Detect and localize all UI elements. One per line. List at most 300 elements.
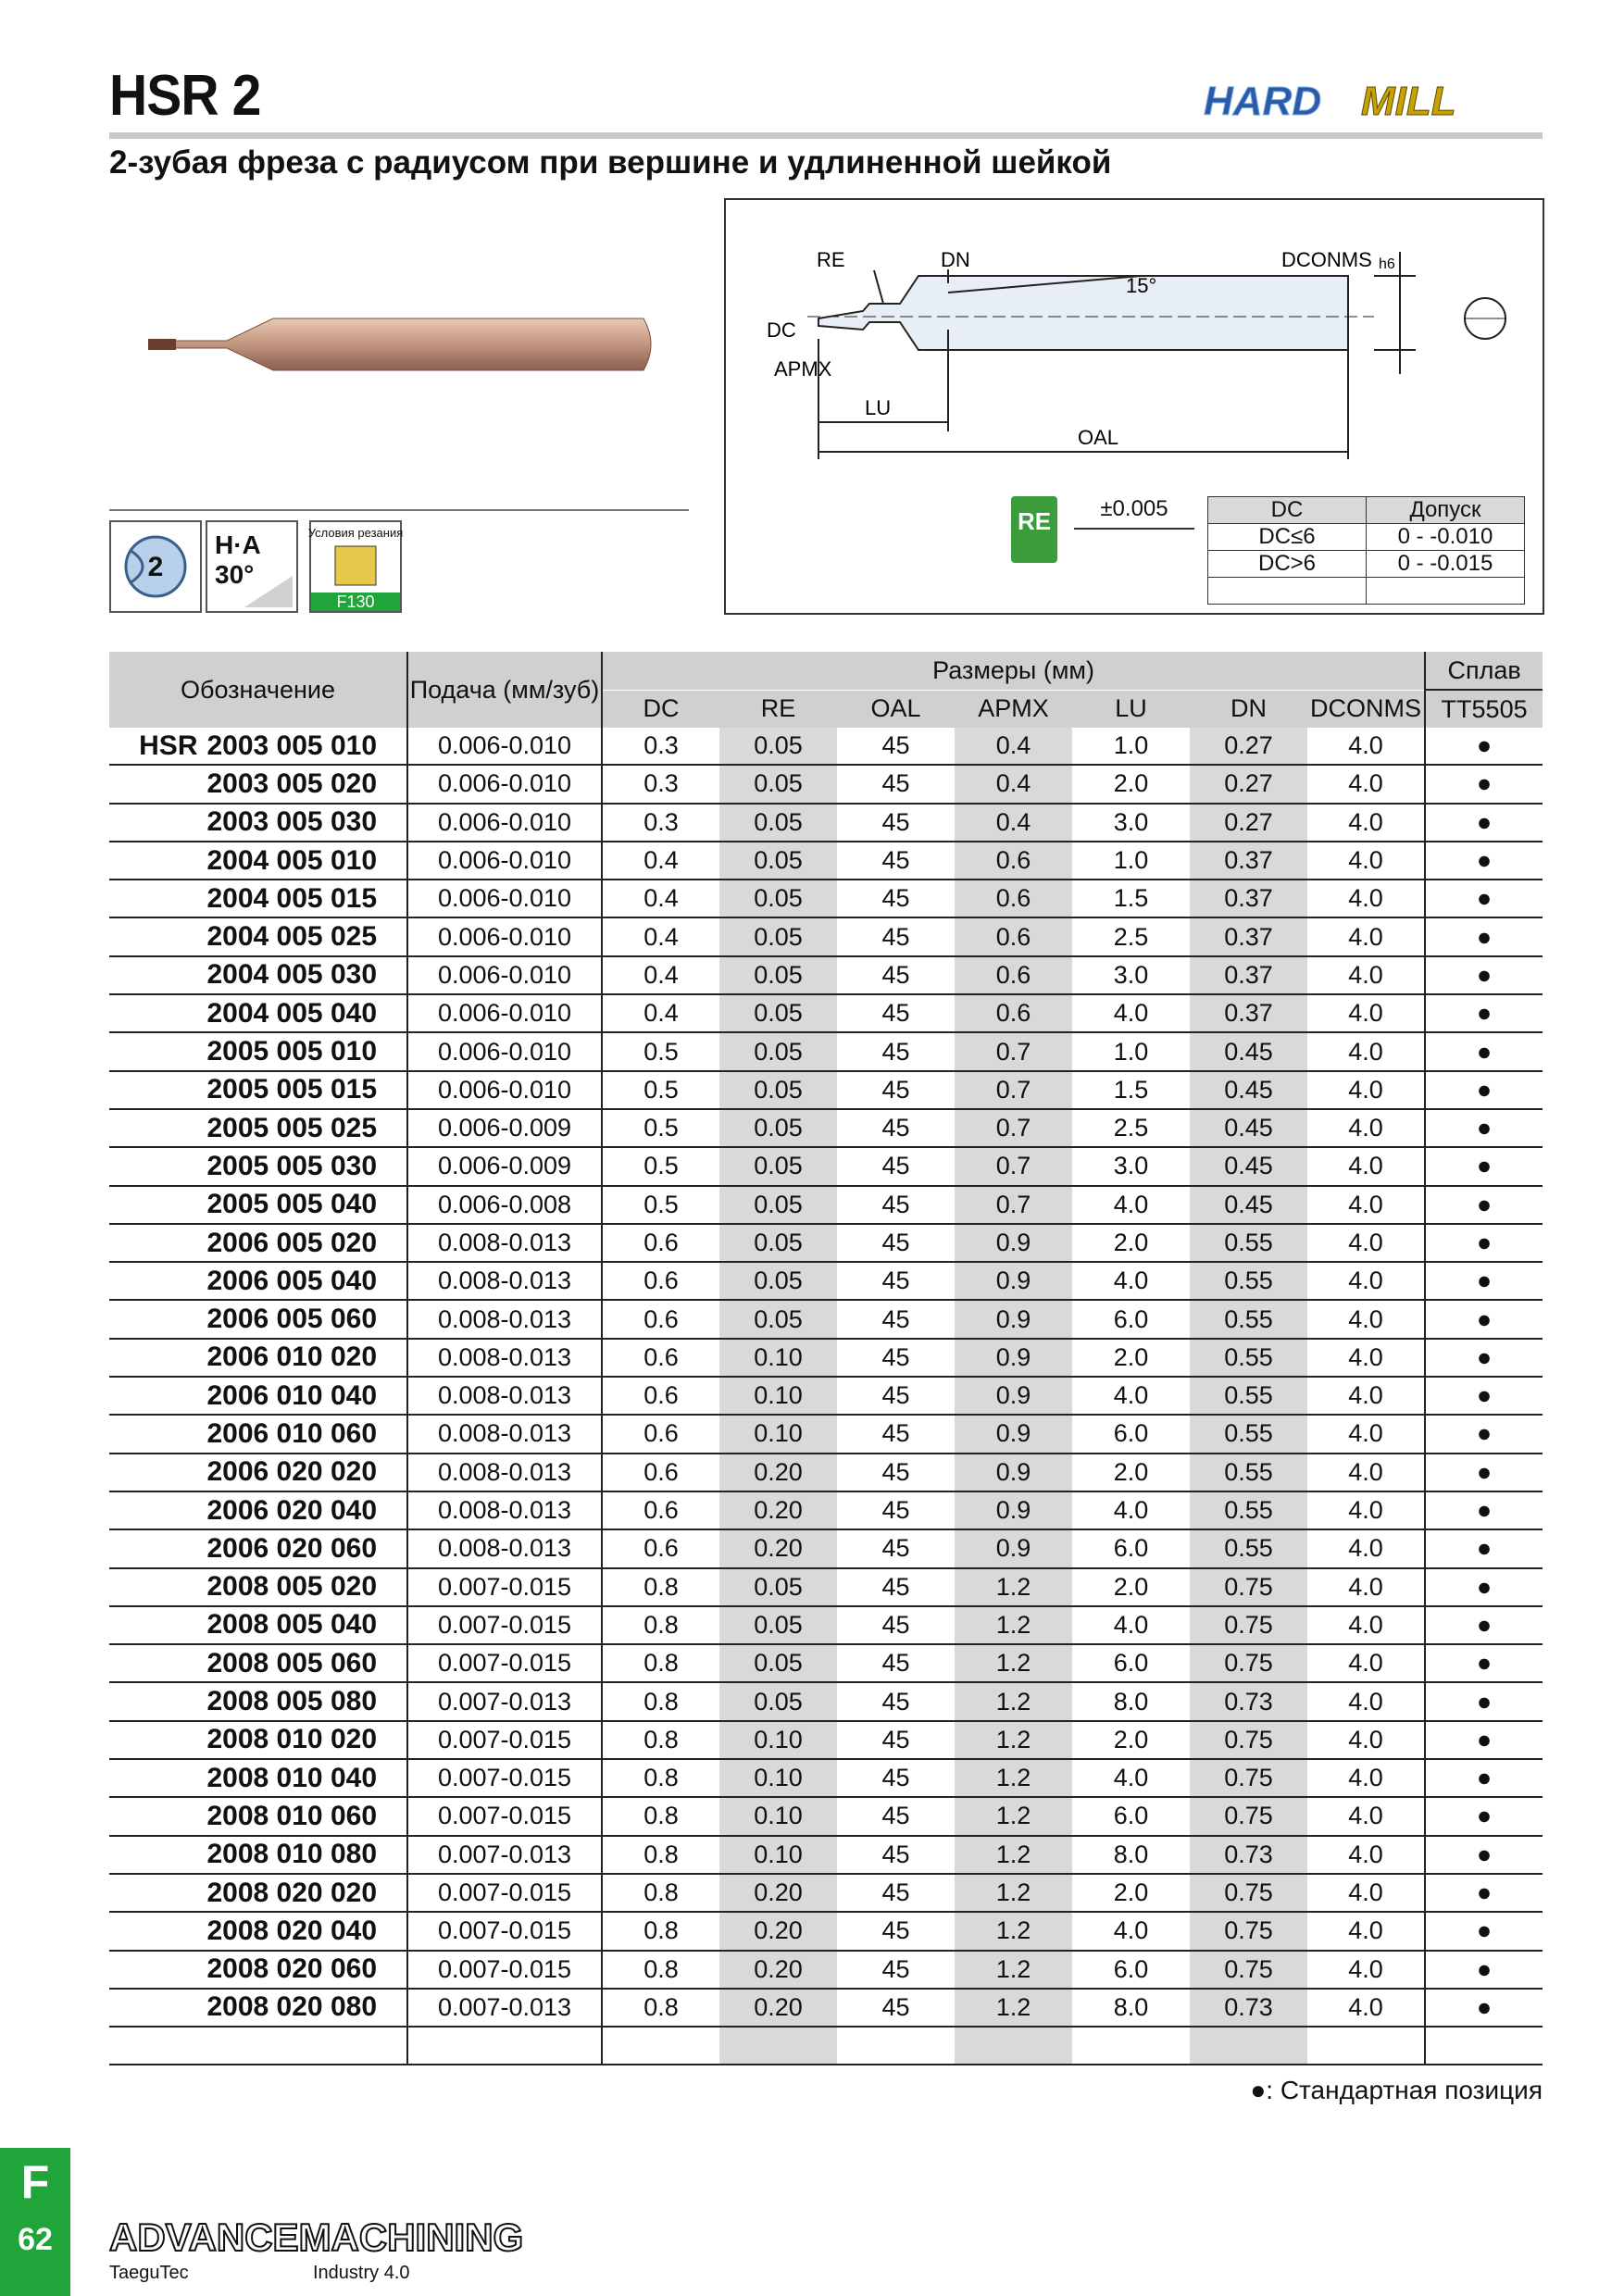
cell-grade: ●: [1425, 1262, 1543, 1300]
cell-dn: 0.75: [1190, 1606, 1307, 1644]
cell-oal: 45: [837, 1568, 955, 1606]
cell-dc: 0.6: [602, 1529, 719, 1567]
table-row: [109, 1339, 1543, 1377]
cutting-conditions-badge[interactable]: [309, 520, 402, 613]
cell-dconms: 4.0: [1307, 1109, 1425, 1147]
cell-lu: 2.0: [1072, 1568, 1190, 1606]
cell-dconms: 4.0: [1307, 1606, 1425, 1644]
table-row: [109, 1529, 1543, 1567]
label-oal: OAL: [1078, 426, 1119, 449]
cell-apmx: 1.2: [955, 1836, 1072, 1874]
table-row-empty: [109, 2027, 1543, 2065]
cell-oal: 45: [837, 1529, 955, 1567]
cell-apmx: 0.6: [955, 880, 1072, 917]
cell-feed: 0.007-0.013: [407, 1836, 602, 1874]
cell-designation: 2006 020 060: [109, 1529, 407, 1567]
product-table: [109, 652, 1543, 2065]
cell-grade: ●: [1425, 880, 1543, 917]
cell-designation: 2006 010 020: [109, 1339, 407, 1377]
cell-oal: 45: [837, 1377, 955, 1415]
cell-dn: 0.37: [1190, 880, 1307, 917]
cell-feed: 0.006-0.010: [407, 842, 602, 880]
cell-dconms: 4.0: [1307, 1759, 1425, 1797]
cell-dconms: 4.0: [1307, 1874, 1425, 1912]
cell-dconms: 4.0: [1307, 1721, 1425, 1759]
table-row: [109, 880, 1543, 917]
cell-lu: 1.5: [1072, 880, 1190, 917]
cell-re: 0.05: [719, 804, 837, 842]
cell-designation: 2003 005 030: [109, 804, 407, 842]
cell-feed: 0.008-0.013: [407, 1339, 602, 1377]
cell-grade: ●: [1425, 842, 1543, 880]
cell-dc: 0.5: [602, 1186, 719, 1224]
cell-lu: 2.0: [1072, 1874, 1190, 1912]
cell-apmx: 0.6: [955, 917, 1072, 955]
cell-dconms: 4.0: [1307, 842, 1425, 880]
tol-cell: 0 - -0.010: [1367, 524, 1525, 551]
cell-dc: 0.4: [602, 880, 719, 917]
cell-designation: 2004 005 040: [109, 994, 407, 1032]
cell-lu: 1.5: [1072, 1071, 1190, 1109]
cell-dc: 0.6: [602, 1300, 719, 1338]
cell-re: 0.05: [719, 1071, 837, 1109]
cell-lu: 1.0: [1072, 1032, 1190, 1070]
cell-apmx: 0.6: [955, 994, 1072, 1032]
cell-dn: 0.75: [1190, 1912, 1307, 1950]
header-feed: Подача (мм/зуб): [407, 652, 602, 728]
cell-apmx: 1.2: [955, 1989, 1072, 2027]
cell-dc: 0.8: [602, 1644, 719, 1682]
cell-re: 0.05: [719, 1224, 837, 1262]
cell-apmx: 0.7: [955, 1109, 1072, 1147]
tool-photo: [144, 307, 662, 381]
header-col-re: RE: [719, 690, 837, 728]
cell-dn: 0.75: [1190, 1797, 1307, 1835]
cell-dn: 0.45: [1190, 1109, 1307, 1147]
cell-designation: 2008 020 080: [109, 1989, 407, 2027]
cell-designation: 2008 010 040: [109, 1759, 407, 1797]
cell-grade: ●: [1425, 994, 1543, 1032]
cell-dc: 0.8: [602, 1912, 719, 1950]
table-row: [109, 1568, 1543, 1606]
cell-re: 0.10: [719, 1415, 837, 1453]
cell-designation: 2005 005 015: [109, 1071, 407, 1109]
cell-feed: 0.007-0.015: [407, 1874, 602, 1912]
cell-grade: ●: [1425, 1147, 1543, 1185]
cell-re: 0.05: [719, 1568, 837, 1606]
cell-re: 0.05: [719, 765, 837, 803]
cell-dn: 0.73: [1190, 1836, 1307, 1874]
cell-apmx: 0.7: [955, 1032, 1072, 1070]
cell-designation: 2006 010 040: [109, 1377, 407, 1415]
table-row: [109, 1109, 1543, 1147]
svg-text:ADVANCEMACHINING: ADVANCEMACHINING: [109, 2215, 524, 2259]
flutes-count: 2: [147, 552, 164, 582]
cell-grade: ●: [1425, 1951, 1543, 1989]
tolerance-table: [1207, 496, 1525, 605]
cell-dn: 0.55: [1190, 1224, 1307, 1262]
cell-designation: 2006 005 020: [109, 1224, 407, 1262]
cell-lu: 2.0: [1072, 1339, 1190, 1377]
cell-lu: 4.0: [1072, 1262, 1190, 1300]
cell-lu: 4.0: [1072, 1186, 1190, 1224]
cell-re: 0.05: [719, 1109, 837, 1147]
cell-lu: 2.0: [1072, 1721, 1190, 1759]
cell-designation: 2006 005 060: [109, 1300, 407, 1338]
cell-apmx: 1.2: [955, 1568, 1072, 1606]
cell-dn: 0.75: [1190, 1951, 1307, 1989]
cell-lu: 8.0: [1072, 1836, 1190, 1874]
cell-grade: ●: [1425, 1797, 1543, 1835]
cell-dconms: 4.0: [1307, 1339, 1425, 1377]
cell-dc: 0.8: [602, 1797, 719, 1835]
cell-re: 0.05: [719, 917, 837, 955]
label-re: RE: [817, 248, 845, 271]
cell-feed: 0.006-0.010: [407, 994, 602, 1032]
cell-re: 0.05: [719, 994, 837, 1032]
cell-grade: ●: [1425, 728, 1543, 765]
cell-feed: 0.007-0.015: [407, 1644, 602, 1682]
cell-dconms: 4.0: [1307, 1951, 1425, 1989]
cell-lu: 1.0: [1072, 728, 1190, 765]
cell-dconms: 4.0: [1307, 1989, 1425, 2027]
cell-apmx: 1.2: [955, 1606, 1072, 1644]
cell-dc: 0.8: [602, 1874, 719, 1912]
cell-dconms: 4.0: [1307, 1529, 1425, 1567]
cell-grade: ●: [1425, 1224, 1543, 1262]
label-apmx: APMX: [774, 357, 832, 381]
cell-oal: 45: [837, 1300, 955, 1338]
cell-dc: 0.6: [602, 1415, 719, 1453]
cell-lu: 3.0: [1072, 1147, 1190, 1185]
cell-dc: 0.5: [602, 1032, 719, 1070]
cell-designation: 2004 005 030: [109, 956, 407, 994]
cell-grade: ●: [1425, 1300, 1543, 1338]
cell-dc: 0.8: [602, 1951, 719, 1989]
cell-dc: 0.5: [602, 1109, 719, 1147]
cell-oal: 45: [837, 1415, 955, 1453]
cell-feed: 0.007-0.013: [407, 1989, 602, 2027]
cell-lu: 8.0: [1072, 1682, 1190, 1720]
table-row: [109, 1300, 1543, 1338]
cell-apmx: 1.2: [955, 1912, 1072, 1950]
table-row: [109, 1682, 1543, 1720]
cell-dconms: 4.0: [1307, 1032, 1425, 1070]
cell-dc: 0.6: [602, 1339, 719, 1377]
cell-designation: 2006 005 040: [109, 1262, 407, 1300]
helix-value: 30°: [215, 560, 255, 589]
cell-dn: 0.27: [1190, 765, 1307, 803]
tol-cell: 0 - -0.015: [1367, 551, 1525, 578]
label-angle: 15°: [1126, 274, 1157, 297]
cell-lu: 1.0: [1072, 842, 1190, 880]
cell-apmx: 0.6: [955, 842, 1072, 880]
table-row: [109, 1644, 1543, 1682]
cell-grade: ●: [1425, 1682, 1543, 1720]
cell-feed: 0.008-0.013: [407, 1377, 602, 1415]
cell-re: 0.10: [719, 1721, 837, 1759]
cell-designation: 2008 010 020: [109, 1721, 407, 1759]
cell-oal: 45: [837, 1147, 955, 1185]
cell-dn: 0.55: [1190, 1262, 1307, 1300]
cell-feed: 0.006-0.010: [407, 917, 602, 955]
cell-oal: 45: [837, 1874, 955, 1912]
cell-oal: 45: [837, 1797, 955, 1835]
table-row: [109, 1032, 1543, 1070]
cell-oal: 45: [837, 1836, 955, 1874]
tol-header-dc: DC: [1208, 497, 1367, 524]
cell-dconms: 4.0: [1307, 956, 1425, 994]
cell-designation: 2008 020 040: [109, 1912, 407, 1950]
svg-text:MILL: MILL: [1361, 79, 1456, 124]
designation-prefix: HSR: [139, 730, 198, 761]
table-row: [109, 1186, 1543, 1224]
cell-lu: 4.0: [1072, 1377, 1190, 1415]
cell-re: 0.05: [719, 1032, 837, 1070]
cell-grade: ●: [1425, 1989, 1543, 2027]
re-badge: RE: [1011, 496, 1057, 563]
cell-dconms: 4.0: [1307, 1912, 1425, 1950]
cell-designation: 2005 005 030: [109, 1147, 407, 1185]
cell-grade: ●: [1425, 917, 1543, 955]
section-divider: [109, 509, 689, 511]
cell-apmx: 0.7: [955, 1071, 1072, 1109]
cell-designation: 2004 005 025: [109, 917, 407, 955]
header-grade-code: TT5505: [1425, 690, 1543, 728]
cell-oal: 45: [837, 728, 955, 765]
cell-feed: 0.006-0.010: [407, 880, 602, 917]
cell-dconms: 4.0: [1307, 1300, 1425, 1338]
product-rows: [109, 728, 1543, 2065]
cell-apmx: 0.4: [955, 804, 1072, 842]
cell-oal: 45: [837, 1682, 955, 1720]
label-dn: DN: [941, 248, 970, 271]
cell-lu: 2.5: [1072, 917, 1190, 955]
cell-feed: 0.007-0.015: [407, 1606, 602, 1644]
table-row: [109, 1797, 1543, 1835]
cell-re: 0.10: [719, 1339, 837, 1377]
cell-dn: 0.55: [1190, 1377, 1307, 1415]
cell-lu: 3.0: [1072, 804, 1190, 842]
cell-dc: 0.8: [602, 1606, 719, 1644]
table-row: [109, 728, 1543, 765]
cell-feed: 0.008-0.013: [407, 1262, 602, 1300]
cell-re: 0.05: [719, 1147, 837, 1185]
hardmill-logo: [1204, 76, 1546, 124]
cell-dconms: 4.0: [1307, 765, 1425, 803]
cell-feed: 0.006-0.010: [407, 1071, 602, 1109]
cell-lu: 6.0: [1072, 1951, 1190, 1989]
cell-dn: 0.55: [1190, 1454, 1307, 1491]
cell-apmx: 0.7: [955, 1147, 1072, 1185]
cell-apmx: 1.2: [955, 1797, 1072, 1835]
tol-cell: [1367, 578, 1525, 605]
cell-dc: 0.3: [602, 728, 719, 765]
cell-grade: ●: [1425, 1491, 1543, 1529]
table-row: [109, 1491, 1543, 1529]
cell-feed: 0.006-0.010: [407, 1032, 602, 1070]
table-row: [109, 956, 1543, 994]
header-designation: Обозначение: [109, 652, 407, 728]
cell-apmx: 1.2: [955, 1721, 1072, 1759]
cell-oal: 45: [837, 956, 955, 994]
cell-lu: 2.0: [1072, 1454, 1190, 1491]
cell-lu: 4.0: [1072, 994, 1190, 1032]
cell-dconms: 4.0: [1307, 1454, 1425, 1491]
cell-dn: 0.27: [1190, 804, 1307, 842]
cell-apmx: 1.2: [955, 1682, 1072, 1720]
cell-apmx: 0.4: [955, 728, 1072, 765]
cell-dn: 0.75: [1190, 1721, 1307, 1759]
cell-dconms: 4.0: [1307, 1377, 1425, 1415]
cell-designation: 2008 020 060: [109, 1951, 407, 1989]
cell-oal: 45: [837, 765, 955, 803]
cell-feed: 0.006-0.010: [407, 804, 602, 842]
header-dimensions: Размеры (мм): [602, 652, 1425, 690]
helix-label: H·A: [215, 530, 261, 559]
cell-dn: 0.55: [1190, 1339, 1307, 1377]
cell-oal: 45: [837, 1339, 955, 1377]
cell-dc: 0.3: [602, 804, 719, 842]
cell-lu: 6.0: [1072, 1644, 1190, 1682]
cell-apmx: 0.4: [955, 765, 1072, 803]
cell-dn: 0.75: [1190, 1874, 1307, 1912]
cutting-ref: F130: [336, 593, 375, 611]
cell-re: 0.20: [719, 1989, 837, 2027]
cell-lu: 4.0: [1072, 1491, 1190, 1529]
cell-re: 0.05: [719, 842, 837, 880]
cell-dc: 0.4: [602, 842, 719, 880]
company-name: TaeguTec: [109, 2263, 189, 2283]
cell-dc: 0.8: [602, 1682, 719, 1720]
page-number: 62: [18, 2222, 53, 2257]
cell-lu: 6.0: [1072, 1529, 1190, 1567]
cell-designation: HSR 2003 005 010: [109, 728, 407, 765]
cell-feed: 0.008-0.013: [407, 1300, 602, 1338]
table-row: [109, 1951, 1543, 1989]
cell-apmx: 0.9: [955, 1300, 1072, 1338]
label-dconms-tolerance: h6: [1379, 256, 1395, 272]
cell-oal: 45: [837, 804, 955, 842]
cell-dconms: 4.0: [1307, 1797, 1425, 1835]
table-row: [109, 1071, 1543, 1109]
cell-dconms: 4.0: [1307, 1682, 1425, 1720]
cell-designation: 2005 005 010: [109, 1032, 407, 1070]
cell-apmx: 0.9: [955, 1491, 1072, 1529]
cell-re: 0.05: [719, 956, 837, 994]
cell-lu: 2.5: [1072, 1109, 1190, 1147]
svg-text:Условия резания: [308, 526, 404, 540]
cell-dconms: 4.0: [1307, 1491, 1425, 1529]
cell-dconms: 4.0: [1307, 728, 1425, 765]
cell-feed: 0.007-0.015: [407, 1951, 602, 1989]
book-icon: [335, 546, 376, 585]
flutes-badge: [109, 520, 202, 613]
cell-dn: 0.37: [1190, 994, 1307, 1032]
cell-grade: ●: [1425, 1874, 1543, 1912]
cell-designation: 2008 005 040: [109, 1606, 407, 1644]
table-row: [109, 1454, 1543, 1491]
cell-grade: ●: [1425, 1032, 1543, 1070]
table-row: [109, 1606, 1543, 1644]
cell-oal: 45: [837, 1721, 955, 1759]
cell-dn: 0.55: [1190, 1415, 1307, 1453]
cell-grade: ●: [1425, 1071, 1543, 1109]
cell-dc: 0.8: [602, 1721, 719, 1759]
page-title: HSR 2: [109, 64, 261, 128]
label-lu: LU: [865, 396, 892, 419]
cell-dconms: 4.0: [1307, 1836, 1425, 1874]
header-rule: [109, 132, 1543, 139]
cell-re: 0.20: [719, 1529, 837, 1567]
cell-apmx: 1.2: [955, 1644, 1072, 1682]
advance-machining-logo: [109, 2208, 524, 2264]
cell-oal: 45: [837, 1186, 955, 1224]
cell-lu: 6.0: [1072, 1300, 1190, 1338]
svg-text:HARD: HARD: [1204, 79, 1322, 124]
cell-apmx: 0.9: [955, 1454, 1072, 1491]
cell-designation: 2008 005 060: [109, 1644, 407, 1682]
table-row: [109, 1836, 1543, 1874]
cell-dconms: 4.0: [1307, 1568, 1425, 1606]
cell-dconms: 4.0: [1307, 1644, 1425, 1682]
cell-apmx: 0.7: [955, 1186, 1072, 1224]
cell-grade: ●: [1425, 1644, 1543, 1682]
cell-dc: 0.4: [602, 917, 719, 955]
table-row: [109, 1912, 1543, 1950]
cell-dn: 0.45: [1190, 1071, 1307, 1109]
cell-oal: 45: [837, 1224, 955, 1262]
cell-designation: 2006 010 060: [109, 1415, 407, 1453]
cell-lu: 6.0: [1072, 1415, 1190, 1453]
cell-dc: 0.8: [602, 1568, 719, 1606]
cell-oal: 45: [837, 1262, 955, 1300]
table-row: [109, 1377, 1543, 1415]
table-row: [109, 1721, 1543, 1759]
cell-dc: 0.8: [602, 1836, 719, 1874]
cell-grade: ●: [1425, 1721, 1543, 1759]
cell-oal: 45: [837, 1071, 955, 1109]
cell-re: 0.20: [719, 1912, 837, 1950]
cell-apmx: 0.9: [955, 1529, 1072, 1567]
cell-feed: 0.006-0.010: [407, 765, 602, 803]
cell-oal: 45: [837, 1032, 955, 1070]
cell-dc: 0.6: [602, 1454, 719, 1491]
cell-re: 0.20: [719, 1874, 837, 1912]
cell-re: 0.10: [719, 1377, 837, 1415]
cell-apmx: 0.9: [955, 1262, 1072, 1300]
cell-feed: 0.006-0.009: [407, 1109, 602, 1147]
cell-grade: ●: [1425, 1759, 1543, 1797]
cell-grade: ●: [1425, 1186, 1543, 1224]
tagline: Industry 4.0: [313, 2263, 410, 2283]
cell-dc: 0.6: [602, 1262, 719, 1300]
cell-feed: 0.008-0.013: [407, 1224, 602, 1262]
cell-lu: 6.0: [1072, 1797, 1190, 1835]
cell-designation: 2004 005 010: [109, 842, 407, 880]
cell-dn: 0.73: [1190, 1682, 1307, 1720]
cell-designation: 2004 005 015: [109, 880, 407, 917]
table-row: [109, 1759, 1543, 1797]
cell-oal: 45: [837, 1951, 955, 1989]
table-row: [109, 842, 1543, 880]
cell-apmx: 0.9: [955, 1377, 1072, 1415]
header-col-dn: DN: [1190, 690, 1307, 728]
cell-re: 0.20: [719, 1491, 837, 1529]
cell-lu: 3.0: [1072, 956, 1190, 994]
cell-designation: 2008 010 080: [109, 1836, 407, 1874]
cell-grade: ●: [1425, 1377, 1543, 1415]
